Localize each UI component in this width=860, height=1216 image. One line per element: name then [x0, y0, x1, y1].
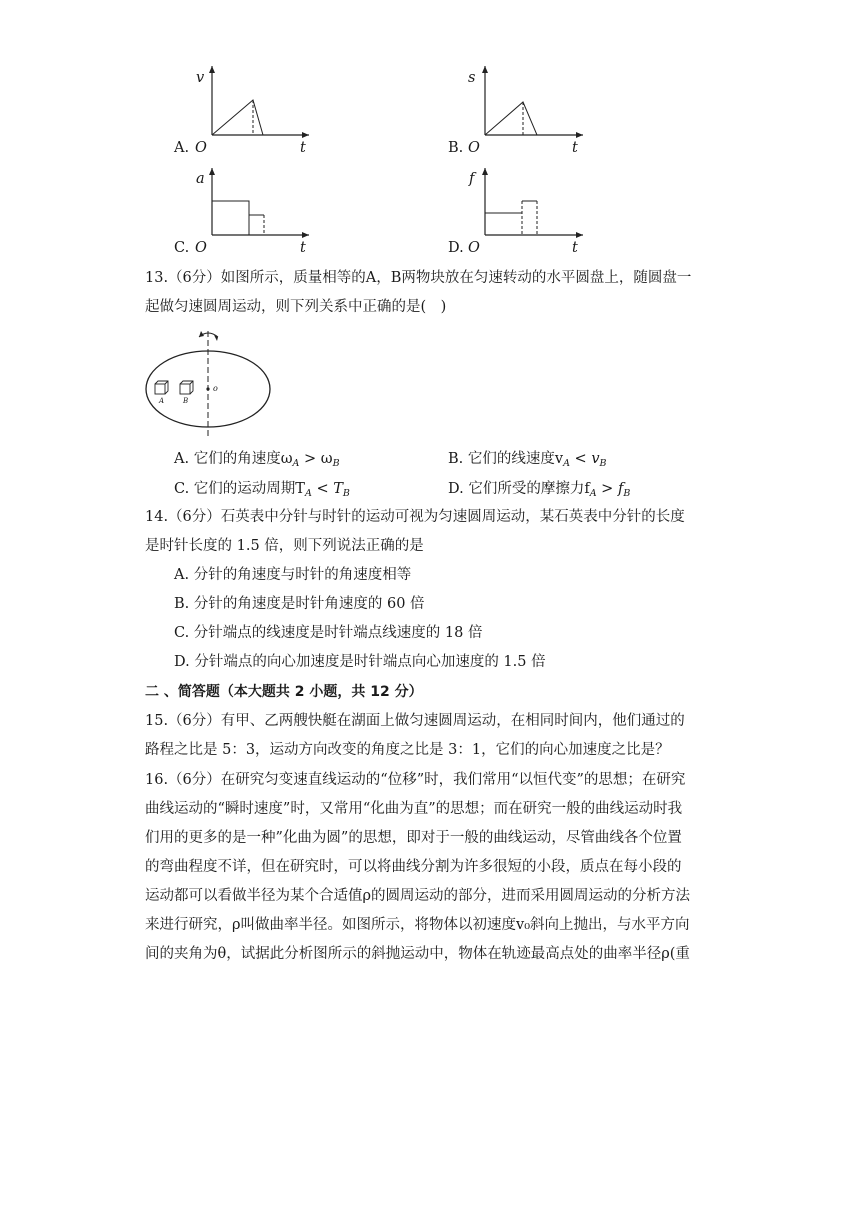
axis-y-label: a [196, 171, 205, 187]
q13-text-line-2: 起做匀速圆周运动，则下列关系中正确的是( ) [145, 299, 447, 315]
q13-option-a[interactable]: A. 它们的角速度$\omega_A > \omega_B$ [174, 451, 340, 469]
q14-option-d[interactable]: D. 分针端点的向心加速度是时针端点向心加速度的 1.5 倍 [174, 654, 546, 670]
axis-y-label: v [196, 70, 205, 86]
axis-x-label: t [300, 140, 306, 156]
section-heading: 二 、简答题（本大题共 2 小题，共 12 分） [145, 684, 423, 700]
graph-option-b [448, 62, 598, 162]
q13-option-d[interactable]: D. 它们所受的摩擦力$f_A > f_B$ [448, 481, 631, 499]
q16-text-line-4: 的弯曲程度不详，但在研究时，可以将曲线分割为许多很短的小段，质点在每小段的 [145, 859, 682, 875]
q16-text-line-6: 来进行研究，ρ叫做曲率半径。如图所示，将物体以初速度v₀斜向上抛出，与水平方向 [145, 917, 690, 933]
graph-option-c [174, 165, 324, 260]
block-a-label: A [159, 397, 165, 405]
q14-option-b[interactable]: B. 分针的角速度是时针角速度的 60 倍 [174, 596, 425, 612]
axis-x-label: t [572, 240, 578, 256]
q13-option-b[interactable]: B. 它们的线速度$v_A < v_B$ [448, 451, 607, 469]
origin-label: O [468, 140, 480, 156]
q16-text-line-5: 运动都可以看做半径为某个合适值ρ的圆周运动的部分，进而采用圆周运动的分析方法 [145, 888, 691, 904]
q14-option-a[interactable]: A. 分针的角速度与时针的角速度相等 [174, 567, 412, 583]
origin-label: O [195, 140, 207, 156]
q16-text-line-1: 16.（6分）在研究匀变速直线运动的“位移”时，我们常用“以恒代变”的思想；在研究 [145, 772, 686, 788]
q16-text-line-3: 们用的更多的是一种”化曲为圆”的思想，即对于一般的曲线运动，尽管曲线各个位置 [145, 830, 682, 846]
axis-y-label: s [468, 70, 476, 86]
option-label: B. [448, 140, 464, 156]
block-b-label: B [183, 397, 189, 405]
q13-option-c[interactable]: C. 它们的运动周期$T_A < T_B$ [174, 481, 350, 499]
center-o-label: o [213, 384, 218, 393]
graph-option-d [448, 165, 598, 260]
origin-label: O [468, 240, 480, 256]
q15-text-line-1: 15.（6分）有甲、乙两艘快艇在湖面上做匀速圆周运动，在相同时间内，他们通过的 [145, 713, 685, 729]
q16-text-line-7: 间的夹角为θ，试据此分析图所示的斜抛运动中，物体在轨迹最高点处的曲率半径ρ(重 [145, 946, 690, 962]
q14-text-line-1: 14.（6分）石英表中分针与时针的运动可视为匀速圆周运动，某石英表中分针的长度 [145, 509, 685, 525]
origin-label: O [195, 240, 207, 256]
axis-y-label: f [469, 171, 475, 187]
q14-option-c[interactable]: C. 分针端点的线速度是时针端点线速度的 18 倍 [174, 625, 483, 641]
axis-x-label: t [300, 240, 306, 256]
option-label: A. [174, 140, 190, 156]
q14-text-line-2: 是时针长度的 1.5 倍，则下列说法正确的是 [145, 538, 424, 554]
q13-text-line-1: 13.（6分）如图所示，质量相等的A，B两物块放在匀速转动的水平圆盘上，随圆盘一 [145, 270, 692, 286]
axis-x-label: t [572, 140, 578, 156]
option-label: D. [448, 240, 464, 256]
rotating-disk-figure [140, 325, 280, 440]
graph-option-a [174, 62, 324, 162]
q15-text-line-2: 路程之比是 5：3，运动方向改变的角度之比是 3：1，它们的向心加速度之比是？ [145, 742, 670, 758]
q16-text-line-2: 曲线运动的“瞬时速度”时，又常用“化曲为直”的思想；而在研究一般的曲线运动时我 [145, 801, 683, 817]
option-label: C. [174, 240, 190, 256]
